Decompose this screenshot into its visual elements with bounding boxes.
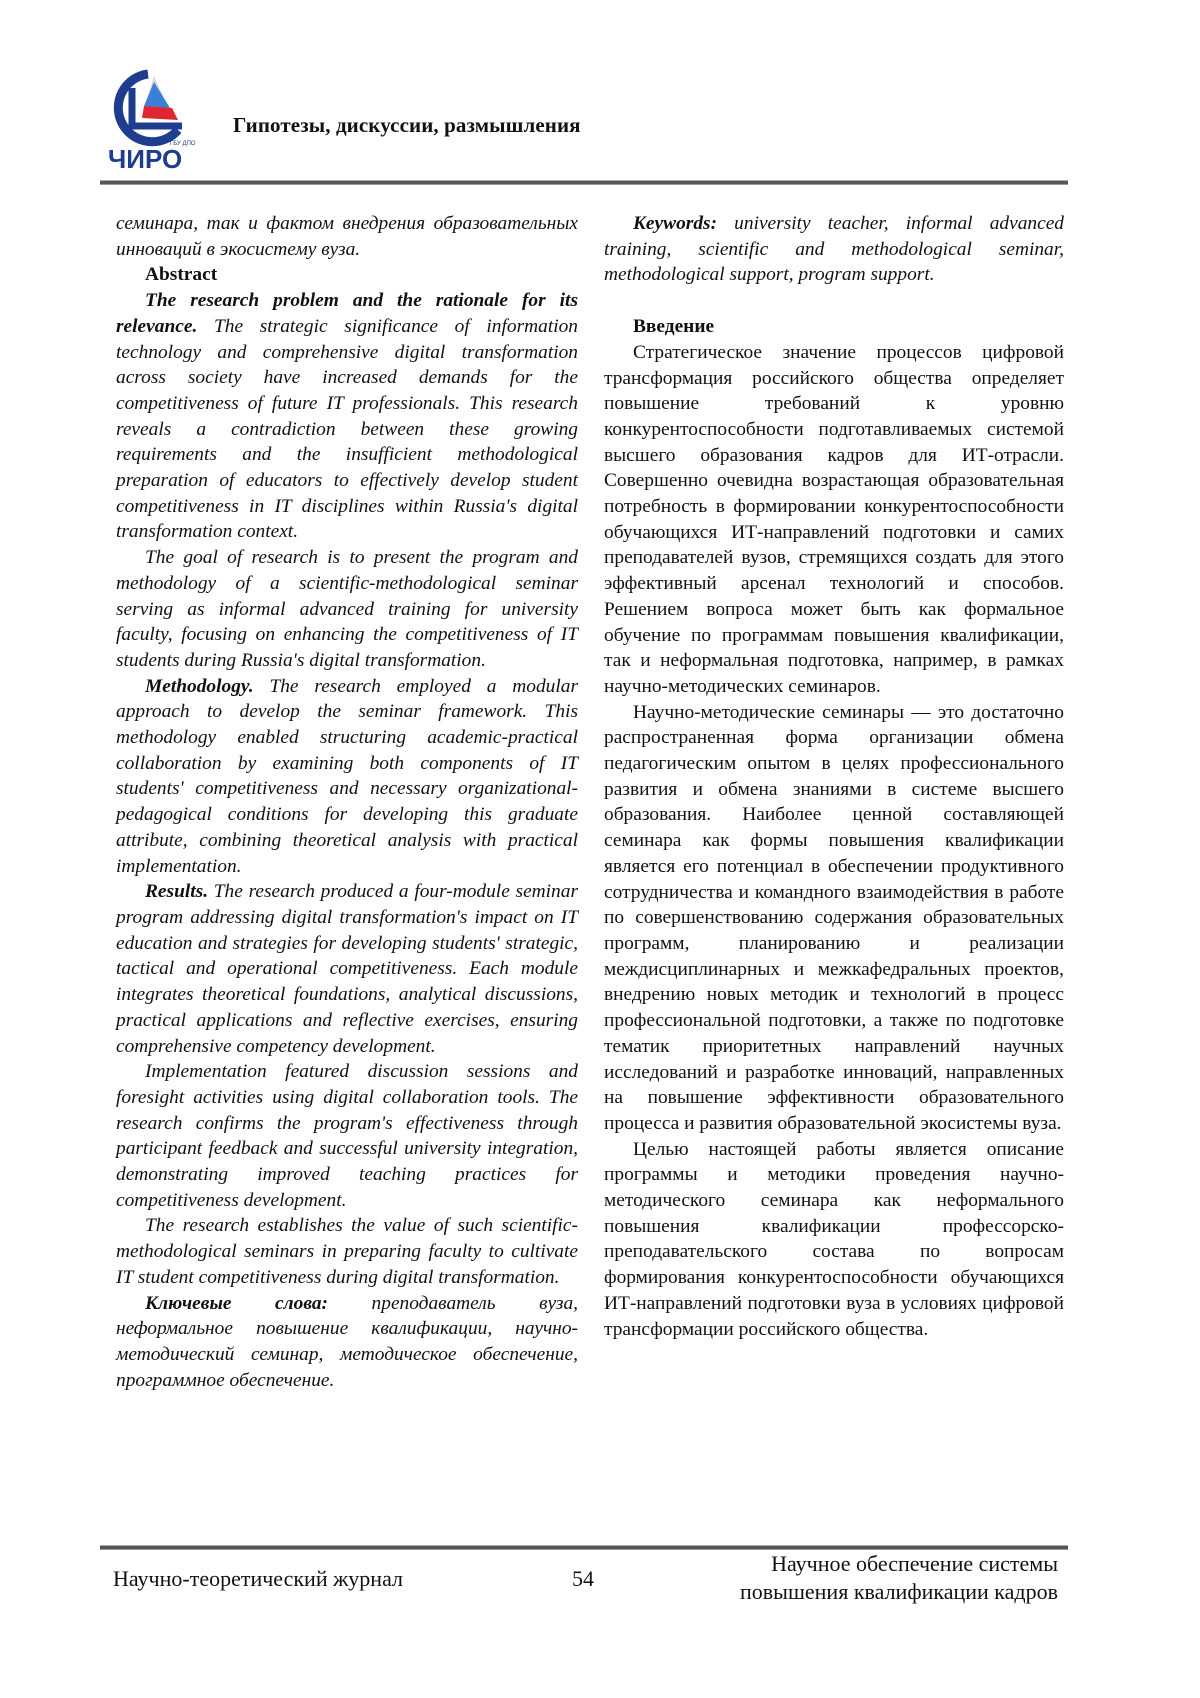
- results-text: The research produced a four-module seminar program addressing digital transformation's impact on IT education and strategies for developing students' strategic, tactical and operational competitiveness. Each module integrates theoretical foundations, analytical discussions, practical applications and reflective exercises, ensuring comprehensive competency development.: [116, 881, 578, 1057]
- logo-triangle-red: [142, 106, 178, 120]
- spacer: [604, 288, 1064, 314]
- introduction-heading: Введение: [633, 316, 715, 338]
- abstract-heading: Abstract: [145, 264, 218, 286]
- english-keywords-paragraph: [604, 211, 1064, 288]
- russian-keywords-paragraph: [116, 1291, 578, 1394]
- russian-keywords-text: преподаватель вуза, неформальное повышение квалификации, научно-методический семинар, методическое обеспечение, программное обеспечение.: [116, 1292, 578, 1391]
- introduction-paragraph-3: Целью настоящей работы является описание программы и методики проведения научно-методического семинара как неформального повышения квалификации профессорско-преподавательского состава по вопросам формирования конкурентоспособности обучающихся ИТ-направлений подготовки вуза в условиях цифровой трансформации российского общества.: [604, 1138, 1064, 1340]
- logo-text: ЧИРО: [108, 144, 183, 174]
- abstract-conclusion-paragraph: The research establishes the value of such scientific-methodological seminars in preparing faculty to cultivate IT student competitiveness during digital transformation.: [116, 1215, 578, 1288]
- right-column: [604, 211, 1064, 1342]
- methodology-lead: Methodology.: [145, 675, 254, 697]
- abstract-implementation-paragraph: Implementation featured discussion sessions and foresight activities using digital collaboration tools. The research confirms the program's effectiveness through participant feedback and successful university integration, demonstrating improved teaching practices for competitiveness development.: [116, 1061, 578, 1211]
- page-number: 54: [572, 1566, 594, 1591]
- footer-journal-title: [740, 1550, 1058, 1606]
- chiro-logo: [108, 68, 204, 174]
- footer-journal-type: Научно-теоретический журнал: [113, 1566, 404, 1591]
- abstract-goal-paragraph: The goal of research is to present the program and methodology of a scientific-methodological seminar serving as informal advanced training for university faculty, focusing on enhancing the competitiveness of IT students during Russia's digital transformation.: [116, 547, 578, 671]
- introduction-paragraph-1: Стратегическое значение процессов цифровой трансформация российского общества определяет повышение требований к уровню конкурентоспособности подготавливаемых системой высшего образования кадров для ИТ-отрасли. Совершенно очевидна возрастающая образовательная потребность в формировании конкурентоспособности обучающихся ИТ-направлений подготовки и самих преподавателей вузов, стремящихся создать для этого эффективный арсенал технологий и способов. Решением вопроса может быть как формальное обучение по программам повышения квалификации, так и неформальная подготовка, например, в рамках научно-методических семинаров.: [604, 341, 1064, 697]
- introduction-paragraph-2: Научно-методические семинары — это достаточно распространенная форма организации обмена педагогическим опытом в целях профессионального развития и обмена знаниями в системе высшего образования. Наиболее ценной составляющей семинара как формы повышения квалификации является его потенциал в обеспечении продуктивного сотрудничества и командного взаимодействия в работе по совершенствованию содержания образовательных программ, планированию и реализации междисциплинарных и межкафедральных проектов, внедрению новых методик и технологий в процесс профессиональной подготовки, а также по подготовке тематик приоритетных направлений научных исследований и разработке инноваций, направленных на повышение эффективности образовательного процесса и развития образовательной экосистемы вуза.: [604, 701, 1064, 1134]
- running-title: Гипотезы, дискуссии, размышления: [233, 113, 581, 137]
- footer-journal-title-line-1: Научное обеспечение системы: [771, 1551, 1058, 1576]
- abstract-problem-paragraph: [116, 288, 578, 545]
- logo-subtext: ГБУ ДПО: [170, 141, 196, 147]
- english-keywords-lead: Keywords:: [633, 213, 718, 234]
- continuation-paragraph: семинара, так и фактом внедрения образовательных инноваций в экосистему вуза.: [116, 213, 578, 260]
- results-lead: Results.: [145, 881, 209, 903]
- methodology-text: The research employed a modular approach to develop the seminar framework. This methodology enabled structuring academic-practical collaboration by examining both components of IT students' competitiveness and necessary organizational-pedagogical conditions for developing this graduate attribute, combining theoretical analysis with practical implementation.: [116, 675, 578, 877]
- header-rule: [100, 180, 1068, 185]
- abstract-results-paragraph: [116, 879, 578, 1059]
- abstract-methodology-paragraph: [116, 674, 578, 880]
- problem-lead: The research problem and the rationale for its relevance.: [116, 290, 578, 337]
- russian-keywords-lead: Ключевые слова:: [145, 1292, 328, 1314]
- footer-journal-title-line-2: повышения квалификации кадров: [740, 1579, 1058, 1604]
- problem-text: The strategic significance of information technology and comprehensive digital transformation across society have increased demands for the competitiveness of future IT professionals. This research reveals a contradiction between these growing requirements and the insufficient methodological preparation of educators to effectively develop student competitiveness in IT disciplines within Russia's digital transformation context.: [116, 315, 578, 543]
- chiro-logo-graphic: [108, 68, 204, 174]
- left-column: [116, 211, 578, 1393]
- english-keywords-text: university teacher, informal advanced training, scientific and methodological seminar, methodological support, program support.: [604, 213, 1064, 286]
